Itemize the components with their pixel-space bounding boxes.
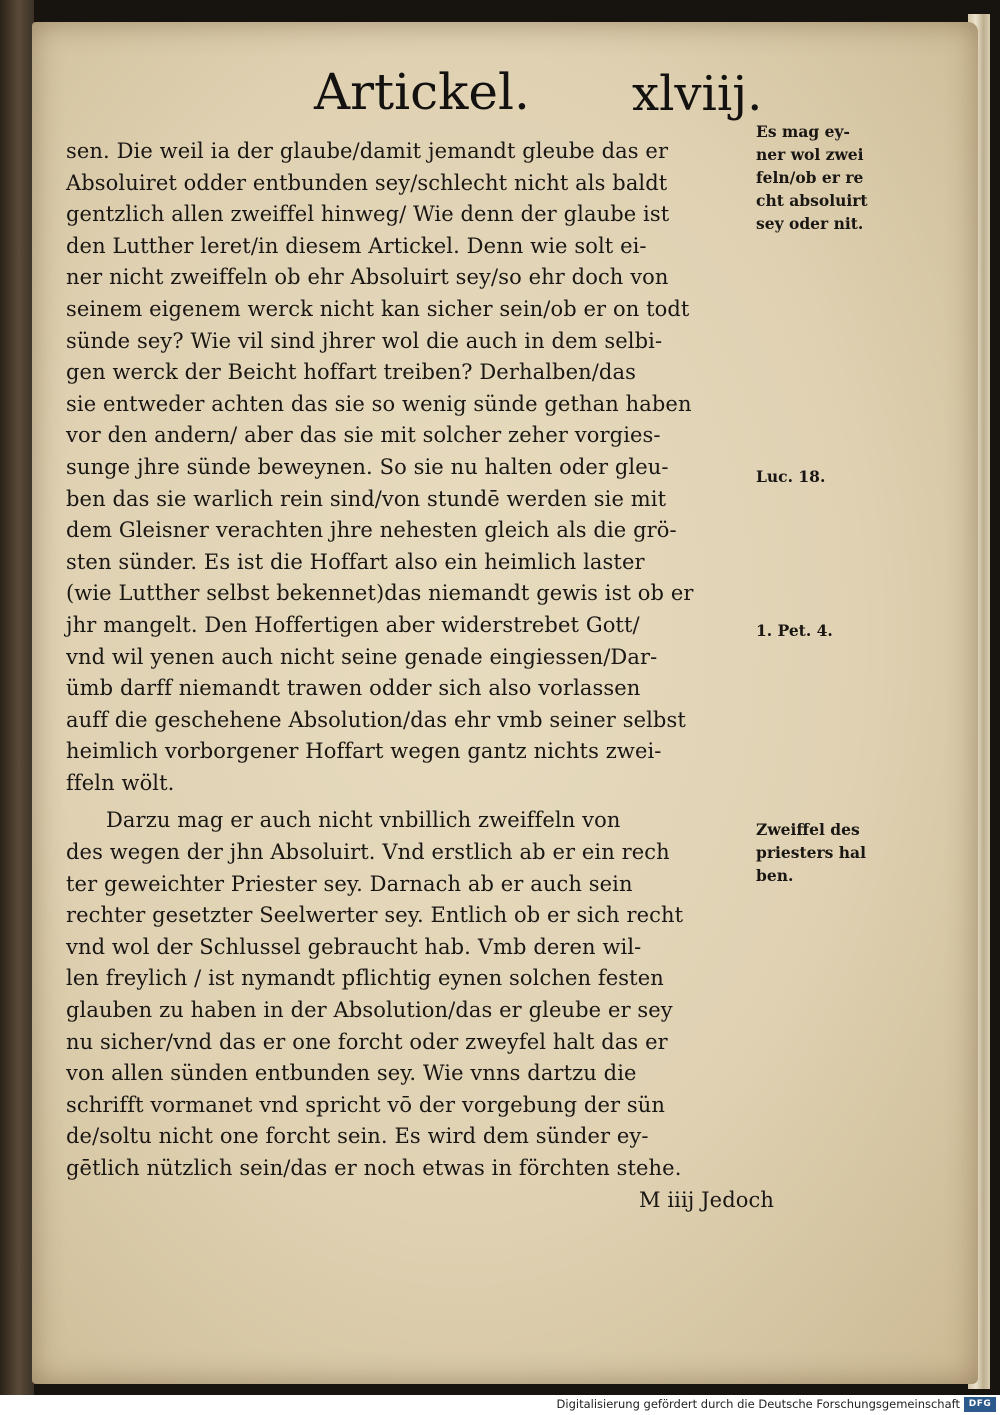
signature-catchword-line: M iiij Jedoch <box>638 1187 774 1212</box>
margin-note-luke-reference <box>756 465 936 488</box>
text-line: dem Gleisner verachten jhre nehesten gleich als die grö- <box>66 518 677 543</box>
body-text <box>66 136 778 1216</box>
funding-credit: Digitalisierung gefördert durch die Deutsche Forschungsgemeinschaft <box>556 1397 960 1411</box>
text-line: ben das sie warlich rein sind/von stundē werden sie mit <box>66 486 667 511</box>
text-line: heimlich vorborgener Hoffart wegen gantz nichts zwei- <box>66 739 662 764</box>
text-line: (wie Lutther selbst bekennet)das niemandt gewis ist ob er <box>66 581 694 606</box>
margin-note-absolution-doubt <box>756 120 936 235</box>
text-line: nu sicher/vnd das er one forcht oder zweyfel halt das er <box>66 1029 668 1054</box>
folio-number: xlviij. <box>632 66 763 122</box>
margin-note-priest-doubt <box>756 818 936 887</box>
text-line: sen. Die weil ia der glaube/damit jemandt gleube das er <box>66 139 669 163</box>
text-line: jhr mangelt. Den Hoffertigen aber widerstrebet Gott/ <box>66 612 640 637</box>
text-line: schrifft vormanet vnd spricht vō der vorgebung der sün <box>66 1092 666 1117</box>
digitization-footer <box>0 1395 1000 1415</box>
text-line: ümb darff niemandt trawen odder sich also vorlassen <box>66 676 641 701</box>
margin-note-line: feln/ob er re <box>756 168 864 187</box>
text-line: de/soltu nicht one forcht sein. Es wird dem sünder ey- <box>66 1124 649 1149</box>
text-line: vnd wil yenen auch nicht seine genade eingiessen/Dar- <box>66 644 658 669</box>
text-line: vor den andern/ aber das sie mit solcher zeher vorgies- <box>66 423 661 448</box>
margin-note-line: 1. Pet. 4. <box>756 621 833 640</box>
text-line: gen werck der Beicht hoffart treiben? Derhalben/das <box>66 360 636 385</box>
text-line: auff die geschehene Absolution/das ehr vmb seiner selbst <box>66 707 686 732</box>
text-line: Absoluiret odder entbunden sey/schlecht nicht als baldt <box>66 170 668 195</box>
text-line: gētlich nützlich sein/das er noch etwas in förchten stehe. <box>66 1156 682 1180</box>
text-line: len freylich / ist nymandt pflichtig eynen solchen festen <box>66 966 664 991</box>
text-line: vnd wol der Schlussel gebraucht hab. Vmb deren wil- <box>66 934 642 959</box>
running-head: Artickel. <box>314 63 530 121</box>
paragraph-start-line: Darzu mag er auch nicht vnbillich zweiffeln von <box>106 808 621 833</box>
margin-note-line: Luc. 18. <box>756 467 826 486</box>
book-page <box>32 22 978 1384</box>
margin-note-line: Zweiffel des <box>756 820 860 839</box>
text-line: von allen sünden entbunden sey. Wie vnns dartzu die <box>66 1061 637 1086</box>
text-line: sten sünder. Es ist die Hoffart also ein heimlich laster <box>66 549 645 574</box>
text-line: sie entweder achten das sie so wenig sünde gethan haben <box>66 391 692 416</box>
text-line: den Lutther leret/in diesem Artickel. Denn wie solt ei- <box>66 233 647 258</box>
text-line: gentzlich allen zweiffel hinweg/ Wie denn der glaube ist <box>66 202 670 227</box>
text-line: ter geweichter Priester sey. Darnach ab er auch sein <box>66 871 633 896</box>
margin-note-line: ner wol zwei <box>756 145 864 164</box>
dfg-logo: DFG <box>964 1397 996 1412</box>
margin-note-line: sey oder nit. <box>756 214 864 233</box>
text-line: seinem eigenem werck nicht kan sicher sein/ob er on todt <box>66 296 690 321</box>
text-line: glauben zu haben in der Absolution/das er gleube er sey <box>66 998 673 1023</box>
text-line: ffeln wölt. <box>66 770 175 795</box>
text-line: sunge jhre sünde beweynen. So sie nu halten oder gleu- <box>66 454 669 479</box>
margin-note-line: Es mag ey- <box>756 122 850 141</box>
text-line: rechter gesetzter Seelwerter sey. Entlich ob er sich recht <box>66 903 684 928</box>
text-line: des wegen der jhn Absoluirt. Vnd erstlich ab er ein rech <box>66 840 670 865</box>
margin-note-line: priesters hal <box>756 843 866 862</box>
margin-note-line: ben. <box>756 866 794 885</box>
facing-page-edge <box>0 0 34 1395</box>
margin-note-line: cht absoluirt <box>756 191 868 210</box>
margin-note-peter-reference <box>756 619 936 642</box>
text-line: sünde sey? Wie vil sind jhrer wol die auch in dem selbi- <box>66 328 663 353</box>
text-line: ner nicht zweiffeln ob ehr Absoluirt sey/so ehr doch von <box>66 265 669 290</box>
